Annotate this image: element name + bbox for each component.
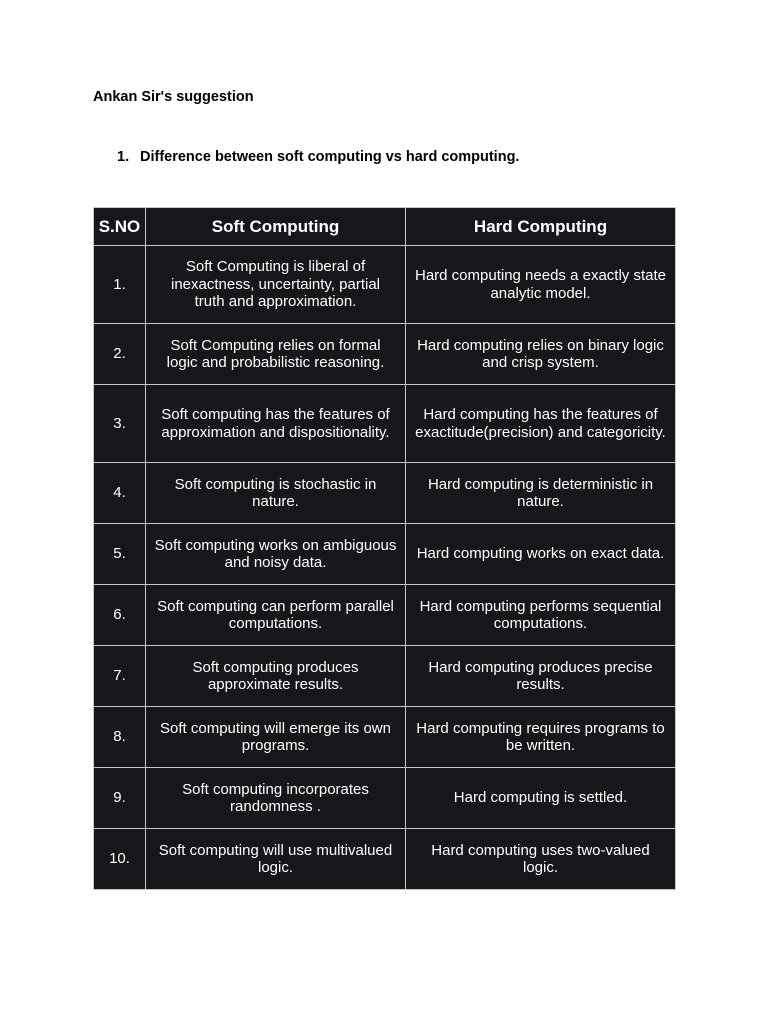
- table-row: [94, 463, 676, 524]
- table-row: [94, 385, 676, 463]
- cell-sno: 10.: [94, 829, 146, 890]
- cell-soft: Soft computing will emerge its own programs.: [146, 707, 406, 768]
- cell-hard: Hard computing is deterministic in nature.: [406, 463, 676, 524]
- table-row: [94, 829, 676, 890]
- cell-soft: Soft Computing relies on formal logic and probabilistic reasoning.: [146, 324, 406, 385]
- comparison-table: [93, 207, 676, 890]
- table-row: [94, 707, 676, 768]
- cell-sno: 2.: [94, 324, 146, 385]
- cell-soft: Soft computing has the features of approximation and dispositionality.: [146, 385, 406, 463]
- cell-hard: Hard computing is settled.: [406, 768, 676, 829]
- cell-hard: Hard computing relies on binary logic and crisp system.: [406, 324, 676, 385]
- table-row: [94, 585, 676, 646]
- cell-soft: Soft computing is stochastic in nature.: [146, 463, 406, 524]
- table-row: [94, 524, 676, 585]
- cell-hard: Hard computing uses two-valued logic.: [406, 829, 676, 890]
- header-hard-computing: Hard Computing: [406, 208, 676, 246]
- question-item: [117, 149, 519, 165]
- header-sno: S.NO: [94, 208, 146, 246]
- cell-sno: 3.: [94, 385, 146, 463]
- cell-hard: Hard computing performs sequential computations.: [406, 585, 676, 646]
- question-number: 1.: [117, 149, 130, 165]
- cell-sno: 9.: [94, 768, 146, 829]
- table-row: [94, 646, 676, 707]
- table-row: [94, 768, 676, 829]
- cell-soft: Soft computing produces approximate results.: [146, 646, 406, 707]
- table-row: [94, 246, 676, 324]
- table-header-row: [94, 208, 676, 246]
- cell-sno: 5.: [94, 524, 146, 585]
- cell-hard: Hard computing needs a exactly state analytic model.: [406, 246, 676, 324]
- cell-sno: 4.: [94, 463, 146, 524]
- table-row: [94, 324, 676, 385]
- cell-soft: Soft computing will use multivalued logic.: [146, 829, 406, 890]
- cell-soft: Soft computing works on ambiguous and noisy data.: [146, 524, 406, 585]
- cell-soft: Soft computing can perform parallel computations.: [146, 585, 406, 646]
- cell-hard: Hard computing requires programs to be written.: [406, 707, 676, 768]
- cell-sno: 1.: [94, 246, 146, 324]
- cell-sno: 6.: [94, 585, 146, 646]
- page-heading: Ankan Sir's suggestion: [93, 89, 254, 105]
- cell-hard: Hard computing produces precise results.: [406, 646, 676, 707]
- cell-hard: Hard computing works on exact data.: [406, 524, 676, 585]
- cell-hard: Hard computing has the features of exactitude(precision) and categoricity.: [406, 385, 676, 463]
- cell-soft: Soft Computing is liberal of inexactness, uncertainty, partial truth and approximation.: [146, 246, 406, 324]
- cell-soft: Soft computing incorporates randomness .: [146, 768, 406, 829]
- question-text: Difference between soft computing vs hard computing.: [140, 149, 520, 165]
- header-soft-computing: Soft Computing: [146, 208, 406, 246]
- cell-sno: 8.: [94, 707, 146, 768]
- cell-sno: 7.: [94, 646, 146, 707]
